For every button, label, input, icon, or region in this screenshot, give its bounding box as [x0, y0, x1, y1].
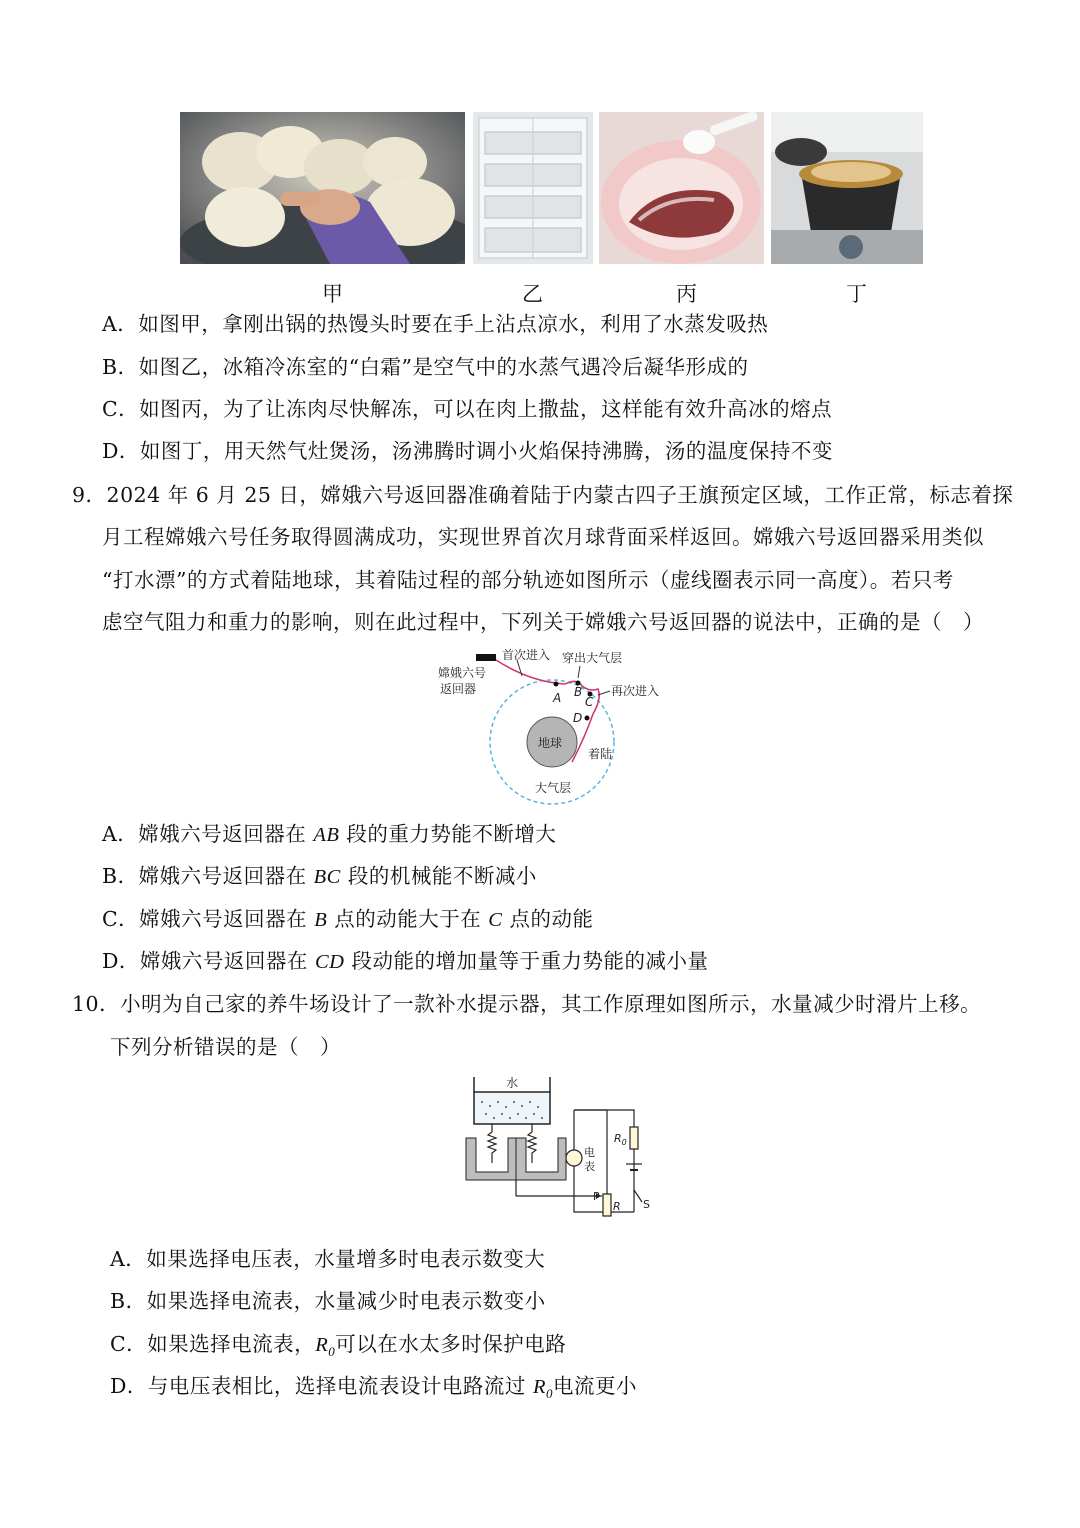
q9-option-b: B．嫦娥六号返回器在 BC 段的机械能不断减小	[102, 864, 537, 888]
q10-option-b: B．如果选择电流表，水量减少时电表示数变小	[110, 1289, 546, 1313]
q10-option-a: A．如果选择电压表，水量增多时电表示数变大	[110, 1247, 546, 1271]
label-earth: 地球	[538, 736, 563, 750]
label-capsule-2: 返回器	[440, 682, 477, 696]
q10-option-d: D．与电压表相比，选择电流表设计电路流过 $R_0$电流更小	[110, 1374, 637, 1402]
spring-left	[488, 1124, 496, 1163]
q9-stem-line-3: “打水漂”的方式着陆地球，其着陆过程的部分轨迹如图所示（虚线圈表示同一高度）。若只考	[102, 568, 954, 592]
q10-stem-line-1: 10．小明为自己家的养牛场设计了一款补水提示器，其工作原理如图所示，水量减少时滑片上移。	[72, 992, 982, 1016]
label-exit-atmosphere: 穿出大气层	[562, 651, 623, 665]
freezer-photo	[473, 112, 593, 264]
label-atmosphere: 大气层	[535, 781, 572, 795]
q10-option-c: C．如果选择电流表，$R_0$可以在水太多时保护电路	[110, 1332, 567, 1360]
capsule-icon	[476, 654, 496, 661]
label-p: P	[593, 1190, 600, 1203]
q8-option-b: B．如图乙，冰箱冷冻室的“白霜”是空气中的水蒸气遇冷后凝华形成的	[102, 355, 749, 379]
q8-option-a: A．如图甲，拿刚出锅的热馒头时要在手上沾点凉水，利用了水蒸发吸热	[102, 312, 769, 336]
q10-stem-line-2: 下列分析错误的是（ ）	[110, 1035, 341, 1059]
q9-option-a: A．嫦娥六号返回器在 AB 段的重力势能不断增大	[102, 822, 557, 846]
steamed-buns-photo	[180, 112, 465, 264]
reentry-trajectory-figure	[430, 642, 680, 807]
meter-icon	[566, 1150, 582, 1166]
label-second-entry: 再次进入	[611, 684, 660, 698]
q8-option-d: D．如图丁，用天然气灶煲汤，汤沸腾时调小火焰保持沸腾，汤的温度保持不变	[102, 439, 833, 463]
frozen-meat-photo	[599, 112, 764, 264]
q9-stem-line-4: 虑空气阻力和重力的影响，则在此过程中，下列关于嫦娥六号返回器的说法中，正确的是（ ）	[102, 610, 984, 634]
label-landing: 着陆	[588, 747, 613, 761]
label-water: 水	[506, 1076, 519, 1090]
label-capsule-1: 嫦娥六号	[438, 666, 487, 680]
caption-bing: 丙	[676, 282, 697, 306]
water-tank	[474, 1092, 550, 1124]
q9-option-d: D．嫦娥六号返回器在 CD 段动能的增加量等于重力势能的减小量	[102, 949, 709, 973]
point-a: A	[553, 691, 562, 705]
base-right	[516, 1138, 566, 1180]
q9-stem-line-2: 月工程嫦娥六号任务取得圆满成功，实现世界首次月球背面采样返回。嫦娥六号返回器采用类似	[102, 525, 984, 549]
label-meter-1: 电	[584, 1146, 595, 1159]
resistor-r	[603, 1194, 611, 1216]
spring-right	[528, 1124, 536, 1163]
q8-option-c: C．如图丙，为了让冻肉尽快解冻，可以在肉上撒盐，这样能有效升高冰的熔点	[102, 397, 833, 421]
soup-pot-photo	[771, 112, 923, 264]
label-s: S	[643, 1198, 650, 1211]
switch-s	[634, 1190, 642, 1202]
caption-ding: 丁	[846, 282, 867, 306]
base-left	[466, 1138, 516, 1180]
caption-yi: 乙	[522, 282, 543, 306]
resistor-r0	[630, 1127, 638, 1149]
label-r0: $R_0$	[614, 1132, 627, 1147]
water-level-circuit-figure	[462, 1072, 662, 1232]
label-meter-2: 表	[584, 1160, 595, 1173]
caption-jia: 甲	[322, 282, 343, 306]
label-first-entry: 首次进入	[502, 648, 551, 662]
point-d: D	[573, 711, 583, 725]
point-b: B	[574, 685, 583, 699]
q9-stem-line-1: 9．2024 年 6 月 25 日，嫦娥六号返回器准确着陆于内蒙古四子王旗预定区域，工作正常，标志着探	[72, 483, 1014, 507]
q9-option-c: C．嫦娥六号返回器在 B 点的动能大于在 C 点的动能	[102, 907, 594, 931]
label-r: R	[613, 1200, 621, 1213]
point-c: C	[585, 695, 594, 709]
